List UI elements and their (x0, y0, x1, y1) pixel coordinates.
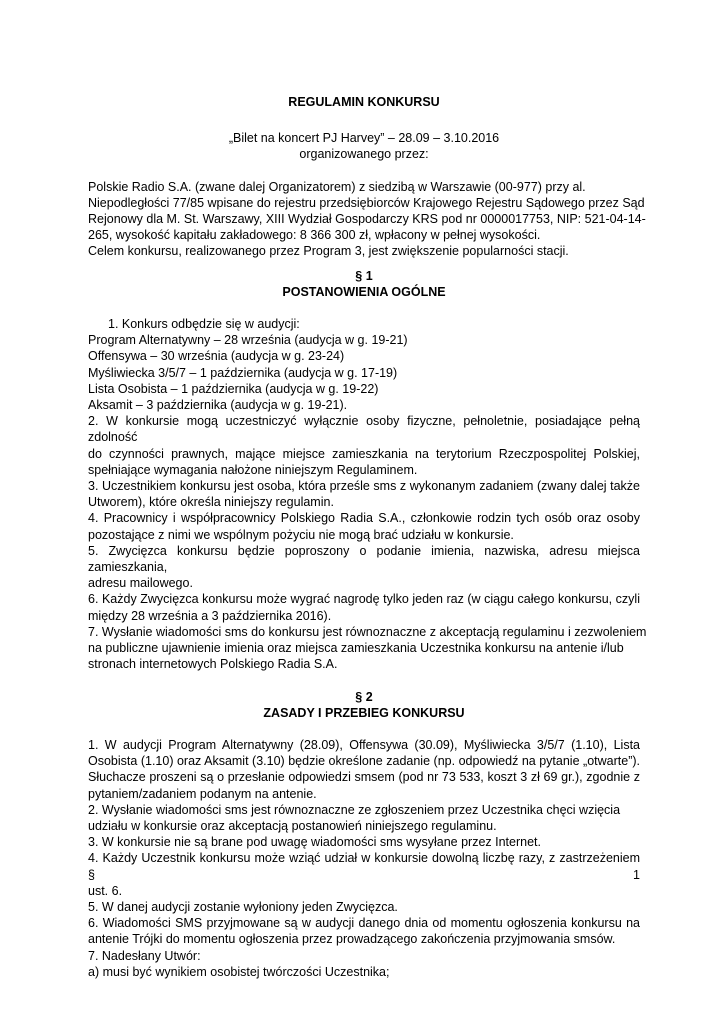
audition-list (88, 332, 640, 413)
section-2-line: 1. W audycji Program Alternatywny (28.09), Offensywa (30.09), Myśliwiecka 3/5/7 (1.10), Lista (88, 737, 640, 752)
intro-line: 265, wysokość kapitału zakładowego: 8 366 300 zł, wpłacony w pełnej wysokości. (88, 228, 541, 243)
audition-item: Lista Osobista – 1 października (audycja w g. 19-22) (88, 381, 379, 396)
section-1-line: między 28 września a 3 października 2016). (88, 608, 332, 623)
section-1-line: do czynności prawnych, mające miejsce zamieszkania na terytorium Rzeczpospolitej Polskiej, (88, 446, 640, 461)
section-1-line: adresu mailowego. (88, 576, 193, 591)
section-2-line: ust. 6. (88, 883, 123, 898)
section-2-line: 5. W danej audycji zostanie wyłoniony jeden Zwycięzca. (88, 899, 398, 914)
section-2-number: § 2 (355, 689, 373, 704)
section-1-line: na publiczne ujawnienie imienia oraz miejsca zamieszkania Uczestnika konkursu na antenie i/lub (88, 641, 624, 656)
section-1-line: 5. Zwycięzca konkursu będzie poproszony o podanie imienia, nazwiska, adresu miejsca zamieszkania, (88, 543, 640, 575)
section-2-line: 2. Wysłanie wiadomości sms jest równoznaczne ze zgłoszeniem przez Uczestnika chęci wzięcia (88, 802, 621, 817)
section-2-line: pytaniem/zadaniem podanym na antenie. (88, 786, 317, 801)
section-2-line: Słuchacze proszeni są o przesłanie odpowiedzi smsem (pod nr 73 533, koszt 3 zł 69 gr.), zgodnie z (88, 770, 640, 785)
section-2-line: a) musi być wynikiem osobistej twórczości Uczestnika; (88, 964, 390, 979)
section-1-item-1: 1. Konkurs odbędzie się w audycji: (108, 317, 300, 332)
section-1-line: 2. W konkursie mogą uczestniczyć wyłącznie osoby fizyczne, pełnoletnie, posiadające pełną zdolność (88, 414, 640, 445)
section-1-line: 3. Uczestnikiem konkursu jest osoba, która prześle sms z wykonanym zadaniem (zwany dalej także (88, 479, 640, 494)
section-1-line: pozostające z nimi we wspólnym pożyciu nie mogą brać udziału w konkursie. (88, 527, 514, 542)
section-2-line: 7. Nadesłany Utwór: (88, 948, 201, 963)
intro-line: Niepodległości 77/85 wpisane do rejestru przedsiębiorców Krajowego Rejestru Sądowego przez Sąd (88, 195, 645, 210)
section-1-line: 4. Pracownicy i współpracownicy Polskiego Radia S.A., członkowie rodzin tych osób oraz osoby (88, 511, 640, 526)
section-1-line: Utworem), które określa niniejszy regulamin. (88, 495, 334, 510)
intro-line: Rejonowy dla M. St. Warszawy, XIII Wydział Gospodarczy KRS pod nr 0000017753, NIP: 521-04-14- (88, 212, 646, 227)
section-1-body (88, 413, 647, 672)
section-2-title: ZASADY I PRZEBIEG KONKURSU (263, 705, 465, 720)
section-2-line: udziału w konkursie oraz akceptacją postanowień niniejszego regulaminu. (88, 818, 497, 833)
section-2-line: 4. Każdy Uczestnik konkursu może wziąć udział w konkursie dowolną liczbę razy, z zastrzeżeniem § 1 (88, 851, 640, 882)
intro-line: Polskie Radio S.A. (zwane dalej Organizatorem) z siedzibą w Warszawie (00-977) przy al. (88, 179, 586, 194)
intro-paragraph (88, 179, 646, 260)
section-2-line: Osobista (1.10) oraz Aksamit (3.10) będzie określone zadanie (np. odpowiedź na pytanie „otwarte”). (88, 754, 640, 769)
section-2-body (88, 737, 640, 980)
section-2-line: 6. Wiadomości SMS przyjmowane są w audycji danego dnia od momentu ogłoszenia konkursu na (88, 916, 640, 931)
audition-item: Program Alternatywny – 28 września (audycja w g. 19-21) (88, 333, 408, 348)
organized-by: organizowanego przez: (299, 147, 429, 162)
document-page (88, 86, 647, 980)
audition-item: Aksamit – 3 października (audycja w g. 19-21). (88, 398, 348, 413)
section-1-title: POSTANOWIENIA OGÓLNE (282, 284, 446, 299)
section-1-line: 6. Każdy Zwycięzca konkursu może wygrać nagrodę tylko jeden raz (w ciągu całego konkursu, czyli (88, 592, 640, 607)
section-2-line: 3. W konkursie nie są brane pod uwagę wiadomości sms wysyłane przez Internet. (88, 835, 541, 850)
section-1-line: 7. Wysłanie wiadomości sms do konkursu jest równoznaczne z akceptacją regulaminu i zezwoleniem (88, 624, 647, 639)
document-title: REGULAMIN KONKURSU (288, 95, 440, 109)
audition-item: Myśliwiecka 3/5/7 – 1 października (audycja w g. 17-19) (88, 365, 398, 380)
intro-line: Celem konkursu, realizowanego przez Program 3, jest zwiększenie popularności stacji. (88, 244, 569, 259)
section-1-number: § 1 (355, 268, 373, 283)
contest-subtitle: „Bilet na koncert PJ Harvey” – 28.09 – 3.10.2016 (228, 131, 500, 146)
section-1-line: stronach internetowych Polskiego Radia S.A. (88, 657, 338, 672)
section-1-line: spełniające wymagania nałożone niniejszym Regulaminem. (88, 462, 418, 477)
section-2-line: antenie Trójki do momentu ogłoszenia przez prowadzącego zakończenia przyjmowania smsów. (88, 932, 616, 947)
audition-item: Offensywa – 30 września (audycja w g. 23-24) (88, 349, 345, 364)
